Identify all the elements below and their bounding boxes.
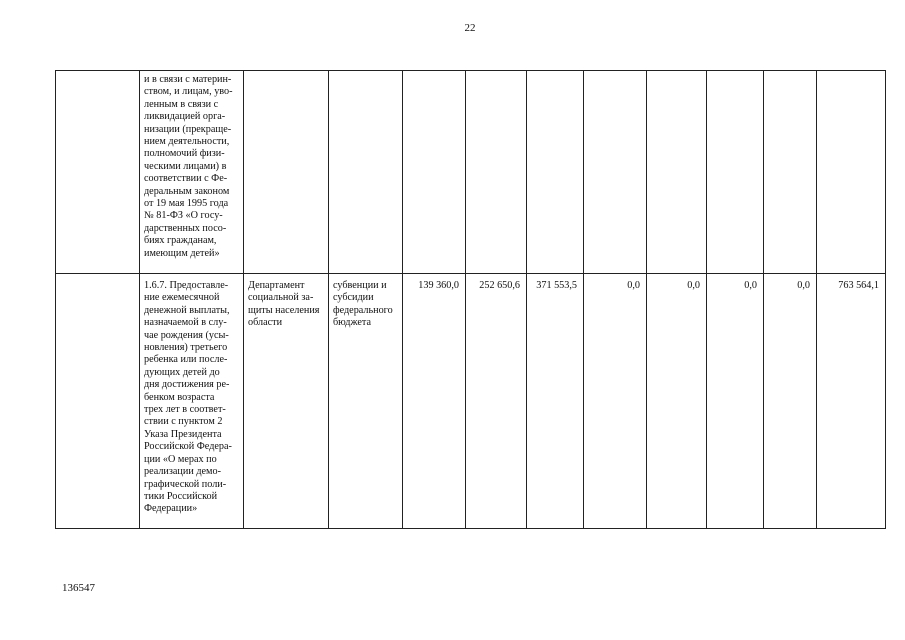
source-cell — [329, 71, 403, 274]
value-cell: 0,0 — [707, 274, 764, 529]
measure-description: 1.6.7. Предоставле- ние ежемесячной денежной выплаты, назначаемой в слу- чае рождения (усы- новления) третьего ребенка или после- дующих детей до дня достижения ре- бенком возраста трех лет в соответ- ствии с пунктом 2 Указа Президента Российской Федера- ции «О мерах по реализации демо- графической поли- тики Российской Федерации» — [140, 274, 244, 529]
value-cell: 371 553,5 — [527, 274, 584, 529]
measure-description: и в связи с материн- ством, и лицам, уво- ленным в связи с ликвидацией орга- низации (прекраще- нием деятельности, полномочий физи- ческими лицами) в соответствии с Фе- деральным законом от 19 мая 1995 года № 81-ФЗ «О госу- дарственных посо- биях гражданам, имеющим детей» — [140, 71, 244, 274]
value-cell: 139 360,0 — [403, 274, 466, 529]
source-cell: субвенции и субсидии федерального бюджета — [329, 274, 403, 529]
value-cell: 252 650,6 — [466, 274, 527, 529]
value-cell: 0,0 — [764, 274, 817, 529]
number-cell — [56, 274, 140, 529]
value-cell: 0,0 — [584, 274, 647, 529]
page-number: 22 — [464, 22, 476, 34]
value-cell — [647, 71, 707, 274]
value-cell — [527, 71, 584, 274]
executor-cell: Департамент социальной за- щиты населения области — [244, 274, 329, 529]
budget-table — [55, 70, 886, 529]
table-row — [56, 274, 886, 529]
document-code: 136547 — [62, 582, 95, 594]
value-cell: 0,0 — [647, 274, 707, 529]
total-cell — [817, 71, 886, 274]
value-cell — [707, 71, 764, 274]
value-cell — [584, 71, 647, 274]
total-cell: 763 564,1 — [817, 274, 886, 529]
value-cell — [403, 71, 466, 274]
value-cell — [466, 71, 527, 274]
table-row — [56, 71, 886, 274]
executor-cell — [244, 71, 329, 274]
number-cell — [56, 71, 140, 274]
value-cell — [764, 71, 817, 274]
